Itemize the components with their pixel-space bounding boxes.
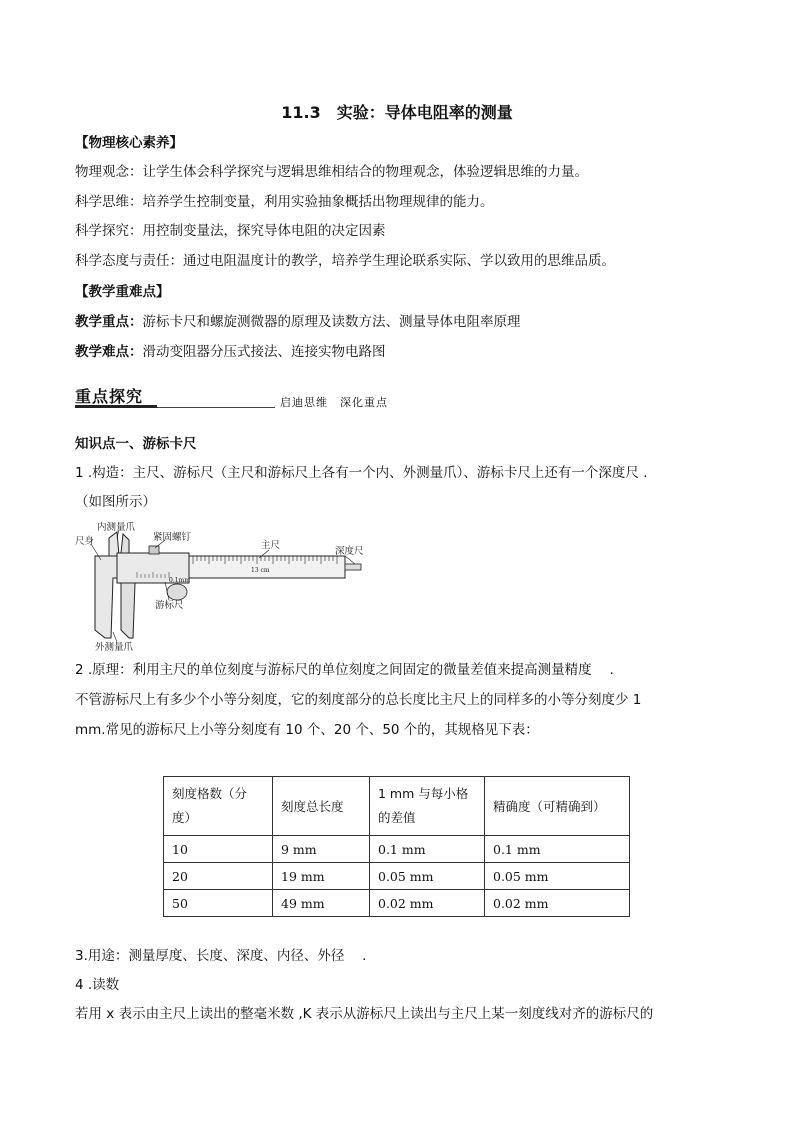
caliper-diagram bbox=[73, 520, 373, 652]
table-cell: 50 bbox=[164, 890, 273, 917]
literacy-item: 物理观念：让学生体会科学探究与逻辑思维相结合的物理观念，体验逻辑思维的力量。 bbox=[75, 164, 588, 180]
table-cell: 0.1 mm bbox=[485, 836, 630, 863]
paragraph: 不管游标尺上有多少个小等分刻度，它的刻度部分的总长度比主尺上的同样多的小等分刻度少 1 bbox=[75, 692, 642, 708]
key-point-label: 教学重点： bbox=[75, 314, 143, 330]
literacy-item: 科学思维：培养学生控制变量，利用实验抽象概括出物理规律的能力。 bbox=[75, 194, 494, 210]
key-point bbox=[75, 312, 521, 332]
label-inner-jaw: 内测量爪 bbox=[97, 522, 136, 533]
section-banner bbox=[75, 384, 390, 412]
page-title: 11.3 实验：导体电阻率的测量 bbox=[281, 103, 513, 122]
label-vernier: 游标尺 bbox=[155, 600, 184, 611]
table-cell: 9 mm bbox=[273, 836, 370, 863]
table-header-cell: 1 mm 与每小格的差值 bbox=[370, 777, 485, 836]
vernier-caliper-figure bbox=[73, 520, 373, 652]
table-header-cell: 刻度格数（分度） bbox=[164, 777, 273, 836]
table-cell: 0.05 mm bbox=[370, 863, 485, 890]
label-body: 尺身 bbox=[75, 536, 95, 547]
literacy-heading: 【物理核心素养】 bbox=[75, 135, 183, 151]
difficulty-heading: 【教学重难点】 bbox=[75, 284, 170, 300]
table-cell: 10 bbox=[164, 836, 273, 863]
paragraph: 1 .构造：主尺、游标尺（主尺和游标尺上各有一个内、外测量爪）、游标卡尺上还有一个深度尺 . bbox=[75, 465, 648, 481]
table-row bbox=[164, 836, 630, 863]
knowledge-heading: 知识点一、游标卡尺 bbox=[75, 436, 197, 452]
table-cell: 0.1 mm bbox=[370, 836, 485, 863]
paragraph: 3.用途：测量厚度、长度、深度、内径、外径 . bbox=[75, 948, 367, 964]
hard-point-label: 教学难点： bbox=[75, 344, 143, 360]
table-header-cell: 刻度总长度 bbox=[273, 777, 370, 836]
label-main-scale: 主尺 bbox=[261, 540, 281, 551]
table-header-cell: 精确度（可精确到） bbox=[485, 777, 630, 836]
literacy-item: 科学态度与责任：通过电阻温度计的教学，培养学生理论联系实际、学以致用的思维品质。 bbox=[75, 253, 615, 269]
table-cell: 49 mm bbox=[273, 890, 370, 917]
label-precision: 0.1mm bbox=[169, 577, 190, 584]
table-cell: 20 bbox=[164, 863, 273, 890]
label-depth-rod: 深度尺 bbox=[335, 546, 364, 557]
paragraph: （如图所示） bbox=[75, 494, 156, 510]
banner-title: 重点探究 bbox=[75, 387, 144, 406]
table-cell: 0.02 mm bbox=[370, 890, 485, 917]
paragraph: 若用 x 表示由主尺上读出的整毫米数 ,K 表示从游标尺上读出与主尺上某一刻度线对齐的游标尺的 bbox=[75, 1006, 654, 1022]
table-row bbox=[164, 863, 630, 890]
paragraph: mm.常见的游标尺上小等分刻度有 10 个、20 个、50 个的，其规格见下表： bbox=[75, 722, 539, 738]
paragraph: 2 .原理：利用主尺的单位刻度与游标尺的单位刻度之间固定的微量差值来提高测量精度 . bbox=[75, 662, 614, 678]
table-cell: 0.02 mm bbox=[485, 890, 630, 917]
banner-subtitle: 启迪思维 深化重点 bbox=[275, 394, 393, 410]
key-point-text: 游标卡尺和螺旋测微器的原理及读数方法、测量导体电阻率原理 bbox=[142, 314, 521, 330]
hard-point-text: 滑动变阻器分压式接法、连接实物电路图 bbox=[142, 344, 386, 360]
table-row bbox=[164, 890, 630, 917]
label-screw: 紧固螺钉 bbox=[153, 532, 192, 543]
paragraph: 4 .读数 bbox=[75, 977, 120, 993]
literacy-item: 科学探究：用控制变量法，探究导体电阻的决定因素 bbox=[75, 223, 386, 239]
label-outer-jaw: 外测量爪 bbox=[95, 642, 134, 652]
vernier-spec-table bbox=[163, 776, 630, 917]
hard-point bbox=[75, 342, 386, 362]
table-cell: 19 mm bbox=[273, 863, 370, 890]
table-cell: 0.05 mm bbox=[485, 863, 630, 890]
label-unit-cm: 13 cm bbox=[251, 567, 270, 574]
table-header-row bbox=[164, 777, 630, 836]
